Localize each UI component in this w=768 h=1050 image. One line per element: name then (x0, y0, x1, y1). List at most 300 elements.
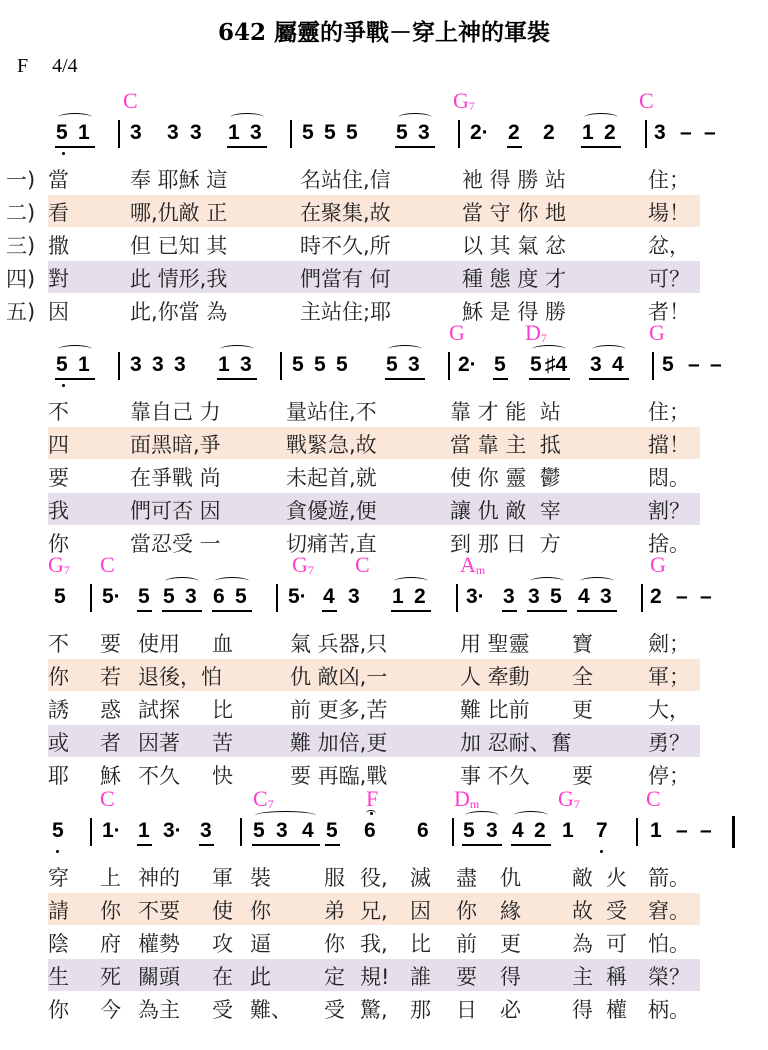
jianpu-note: 1 (138, 819, 150, 842)
lyric-syllable: 不 (48, 400, 69, 424)
lyric-syllable: 我 (48, 499, 69, 523)
jianpu-note: 3 (152, 353, 164, 376)
lyric-syllable: 為主 (138, 998, 180, 1022)
jianpu-note: 5 (292, 353, 304, 376)
lyric-syllable: 主站住;耶 (300, 300, 392, 324)
chord-symbol: $D_7$ (525, 320, 547, 345)
barline (290, 120, 292, 148)
lyric-syllable: 悶。 (648, 466, 690, 490)
jianpu-note: 5 (463, 819, 475, 842)
lyric-syllable: 切痛苦,直 (286, 532, 377, 556)
lyric-syllable: 因著 (138, 731, 180, 755)
jianpu-note: 3 (240, 353, 252, 376)
lyric-verse-4 (48, 493, 700, 525)
lyric-syllable: 面黑暗,爭 (130, 433, 221, 457)
jianpu-note: – (710, 353, 722, 376)
jianpu-note: 2 (508, 121, 520, 144)
jianpu-note: 5· (288, 585, 307, 608)
lyric-syllable: 更 (572, 698, 593, 722)
lyric-syllable: 血 (212, 632, 233, 656)
jianpu-note: – (680, 121, 692, 144)
lyric-syllable: 陰 (48, 932, 69, 956)
lyric-syllable: 比 (410, 932, 431, 956)
lyric-syllable: 穌 是 得 勝 (462, 300, 567, 324)
lyric-syllable: 劍； (648, 632, 690, 656)
time-signature: 4/4 (52, 55, 78, 77)
lyric-syllable: 逼 (250, 932, 271, 956)
low-octave-dot (600, 850, 603, 853)
lyric-syllable: 加 忍耐、奮 (460, 731, 572, 755)
lyric-syllable: 定 (324, 965, 345, 989)
jianpu-note: ♯4 (545, 353, 568, 376)
lyric-syllable: 受 (606, 899, 627, 923)
lyric-syllable: 衪 得 勝 站 (462, 168, 567, 192)
eighth-underline (511, 844, 551, 846)
lyric-syllable: 難 比前 (460, 698, 530, 722)
chord-symbol: C (646, 786, 661, 811)
lyric-syllable: 怕。 (648, 932, 690, 956)
jianpu-note: 2 (414, 585, 426, 608)
lyric-syllable: 事 不久 (460, 764, 530, 788)
lyric-syllable: 那 (410, 998, 431, 1022)
lyric-syllable: 軍； (648, 665, 690, 689)
barline (636, 818, 638, 846)
chord-subscript: 7 (573, 797, 580, 811)
jianpu-note: 3 (130, 121, 142, 144)
lyric-syllable: 人 牽動 (460, 665, 530, 689)
lyric-syllable: 兄, (360, 899, 388, 923)
lyric-syllable: 苦 (212, 731, 233, 755)
jianpu-note: 5 (494, 353, 506, 376)
barline (90, 584, 92, 612)
jianpu-note: 5 (302, 121, 314, 144)
lyric-syllable: 此 情形,我 (130, 267, 228, 291)
jianpu-note: – (688, 353, 700, 376)
jianpu-note: 1 (562, 819, 574, 842)
lyric-syllable: 忿， (648, 234, 690, 258)
jianpu-note: 2· (470, 121, 489, 144)
lyric-syllable: 府 (100, 932, 121, 956)
lyric-syllable: 當 守 你 地 (462, 201, 567, 225)
lyric-syllable: 神的 (138, 866, 180, 890)
chord-symbol: C (100, 786, 115, 811)
chord-symbol: $G_7$ (453, 88, 475, 113)
lyric-syllable: 穿 (48, 866, 69, 890)
lyric-verse-4 (48, 959, 700, 991)
lyric-syllable: 量站住,不 (286, 400, 377, 424)
jianpu-note: 3 (185, 585, 197, 608)
jianpu-note: 4 (578, 585, 590, 608)
lyric-syllable: 更 (500, 932, 521, 956)
lyric-syllable: 滅 (410, 866, 431, 890)
slur-arc (255, 811, 316, 820)
jianpu-note: – (700, 585, 712, 608)
lyric-syllable: 權 (606, 998, 627, 1022)
lyric-syllable: 全 (572, 665, 593, 689)
slur-arc (530, 577, 564, 586)
lyric-syllable: 使 (212, 899, 233, 923)
lyric-syllable: 要 再臨,戰 (290, 764, 388, 788)
lyric-syllable: 服 (324, 866, 345, 890)
jianpu-note: 5 (138, 585, 150, 608)
lyric-syllable: 者 (100, 731, 121, 755)
chord-symbol: $G_7$ (558, 786, 580, 811)
chord-subscript: 7 (307, 563, 314, 577)
lyric-syllable: 時不久,所 (300, 234, 391, 258)
lyric-syllable: 稱 (606, 965, 627, 989)
jianpu-note: 1 (78, 353, 90, 376)
jianpu-note: – (676, 819, 688, 842)
lyric-syllable: 為 (572, 932, 593, 956)
lyric-syllable: 寶 (572, 632, 593, 656)
hymn-title: 642 屬靈的爭戰－穿上神的軍裝 (217, 19, 551, 46)
lyric-syllable: 可 (606, 932, 627, 956)
lyric-syllable: 上 (100, 866, 121, 890)
slur-arc (394, 577, 428, 586)
lyric-syllable: 你 (250, 899, 271, 923)
jianpu-note: 3 (250, 121, 262, 144)
jianpu-note: 3 (654, 121, 666, 144)
low-octave-dot (62, 152, 65, 155)
eighth-underline (325, 844, 340, 846)
chord-symbol: C (100, 552, 115, 577)
lyric-syllable: 若 (100, 665, 121, 689)
lyric-syllable: 撒 (48, 234, 69, 258)
jianpu-note: 5 (336, 353, 348, 376)
eighth-underline (462, 844, 502, 846)
eighth-underline (227, 146, 267, 148)
barline (448, 352, 450, 380)
lyric-syllable: 盡 (456, 866, 477, 890)
lyric-syllable: 對 (48, 267, 69, 291)
jianpu-note: 3 (503, 585, 515, 608)
lyric-syllable: 受 (324, 998, 345, 1022)
lyric-syllable: 名站住,信 (300, 168, 391, 192)
lyric-syllable: 以 其 氣 忿 (462, 234, 567, 258)
jianpu-note: 5 (235, 585, 247, 608)
jianpu-note: 3 (348, 585, 360, 608)
verse-number: 四) (6, 267, 36, 291)
lyric-syllable: 你 (48, 532, 69, 556)
slur-arc (465, 811, 499, 820)
lyric-syllable: 們可否 因 (130, 499, 221, 523)
lyric-syllable: 因 (410, 899, 431, 923)
lyric-syllable: 我, (360, 932, 388, 956)
eighth-underline (55, 378, 95, 380)
lyric-syllable: 弟 (324, 899, 345, 923)
lyric-syllable: 戰緊急,故 (286, 433, 377, 457)
slur-arc (220, 345, 254, 354)
jianpu-note: 6 (213, 585, 225, 608)
lyric-verse-1 (0, 162, 700, 194)
lyric-syllable: 你 (48, 665, 69, 689)
chord-symbol: G (649, 320, 665, 345)
fermata-icon (366, 810, 376, 817)
lyric-syllable: 貪優遊,便 (286, 499, 377, 523)
key-signature (17, 55, 102, 78)
lyric-syllable: 種 態 度 才 (462, 267, 567, 291)
lyric-syllable: 可？ (648, 267, 690, 291)
verse-number: 二) (6, 201, 36, 225)
jianpu-note: 5 (324, 121, 336, 144)
eighth-underline (395, 146, 435, 148)
lyric-syllable: 你 (48, 998, 69, 1022)
jianpu-note: 5 (346, 121, 358, 144)
jianpu-note: 5 (163, 585, 175, 608)
jianpu-note: 4 (612, 353, 624, 376)
eighth-underline (577, 610, 617, 612)
jianpu-note: 3 (130, 353, 142, 376)
eighth-underline (589, 378, 629, 380)
jianpu-note: 4 (302, 819, 314, 842)
lyric-syllable: 停； (648, 764, 690, 788)
chord-symbol: C (123, 88, 138, 113)
jianpu-note: 4 (512, 819, 524, 842)
jianpu-note: 2 (534, 819, 546, 842)
lyric-syllable: 退後，怕 (138, 665, 222, 689)
chord-symbol: G (449, 320, 465, 345)
eighth-underline (507, 146, 522, 148)
lyric-syllable: 箭。 (648, 866, 690, 890)
lyric-syllable: 此 (250, 965, 271, 989)
lyric-syllable: 奉 耶穌 這 (130, 168, 228, 192)
jianpu-note: 7 (596, 819, 608, 842)
slur-arc (514, 811, 548, 820)
lyric-syllable: 此,你當 為 (130, 300, 228, 324)
jianpu-note: 3 (174, 353, 186, 376)
slur-arc (580, 577, 614, 586)
eighth-underline (527, 610, 567, 612)
lyric-syllable: 你 (100, 899, 121, 923)
lyric-syllable: 捨。 (648, 532, 690, 556)
slur-arc (592, 345, 626, 354)
lyric-syllable: 勇？ (648, 731, 690, 755)
lyric-verse-1 (0, 626, 700, 658)
jianpu-note: 5 (314, 353, 326, 376)
jianpu-note: 1 (650, 819, 662, 842)
lyric-syllable: 請 (48, 899, 69, 923)
lyric-syllable: 在爭戰 尚 (130, 466, 221, 490)
lyric-syllable: 攻 (212, 932, 233, 956)
lyric-syllable: 仇 敵凶,一 (290, 665, 388, 689)
lyric-syllable: 火 (606, 866, 627, 890)
lyric-syllable: 規! (360, 965, 390, 989)
eighth-underline (391, 610, 431, 612)
lyric-syllable: 得 (572, 998, 593, 1022)
lyric-syllable: 必 (500, 998, 521, 1022)
lyric-syllable: 榮？ (648, 965, 690, 989)
slur-arc (388, 345, 422, 354)
lyric-syllable: 者！ (648, 300, 690, 324)
lyric-syllable: 靠 才 能 站 (450, 400, 561, 424)
jianpu-note: 3· (466, 585, 485, 608)
chord-symbol: C (639, 88, 654, 113)
jianpu-note: 3 (190, 121, 202, 144)
lyric-syllable: 靠自己 力 (130, 400, 221, 424)
lyric-syllable: 要 (48, 466, 69, 490)
lyric-syllable: 割？ (648, 499, 690, 523)
jianpu-note: 3 (200, 819, 212, 842)
lyric-syllable: 生 (48, 965, 69, 989)
lyric-syllable: 因 (48, 300, 69, 324)
eighth-underline (252, 844, 320, 846)
lyric-syllable: 四 (48, 433, 69, 457)
verse-number: 三) (6, 234, 36, 258)
barline (456, 584, 458, 612)
eighth-underline (529, 378, 570, 380)
lyric-syllable: 誰 (410, 965, 431, 989)
lyric-verse-1 (0, 394, 700, 426)
low-octave-dot (56, 850, 59, 853)
jianpu-note: 5 (386, 353, 398, 376)
lyric-syllable: 要 (572, 764, 593, 788)
slur-arc (58, 345, 92, 354)
jianpu-note: 1 (392, 585, 404, 608)
lyric-verse-1 (0, 860, 700, 892)
lyric-verse-3 (0, 692, 700, 724)
jianpu-note: 3 (167, 121, 179, 144)
barline (645, 120, 647, 148)
slur-arc (230, 113, 264, 122)
eighth-underline (217, 378, 257, 380)
jianpu-note: 5 (56, 353, 68, 376)
lyric-syllable: 讓 仇 敵 宰 (450, 499, 561, 523)
lyric-syllable: 快 (212, 764, 233, 788)
verse-number: 五) (6, 300, 36, 324)
lyric-syllable: 故 (572, 899, 593, 923)
lyric-syllable: 今 (100, 998, 121, 1022)
low-octave-dot (62, 384, 65, 387)
chord-symbol: F (366, 786, 379, 811)
lyric-syllable: 氣 兵器,只 (290, 632, 388, 656)
verse-number: 一) (6, 168, 36, 192)
lyric-syllable: 大， (648, 698, 690, 722)
lyric-syllable: 誘 (48, 698, 69, 722)
lyric-syllable: 惑 (100, 698, 121, 722)
eighth-underline (55, 146, 95, 148)
chord-subscript: 7 (63, 563, 70, 577)
jianpu-note: 3· (163, 819, 182, 842)
lyric-verse-3 (0, 926, 700, 958)
lyric-syllable: 前 (456, 932, 477, 956)
jianpu-note: 1· (102, 819, 121, 842)
lyric-syllable: 擋！ (648, 433, 690, 457)
lyric-syllable: 但 已知 其 (130, 234, 228, 258)
lyric-syllable: 場！ (648, 201, 690, 225)
eighth-underline (162, 610, 202, 612)
jianpu-note: 5 (662, 353, 674, 376)
eighth-underline (385, 378, 425, 380)
lyric-syllable: 難 加倍,更 (290, 731, 388, 755)
lyric-syllable: 們當有 何 (300, 267, 391, 291)
jianpu-note: 1 (228, 121, 240, 144)
lyric-syllable: 緣 (500, 899, 521, 923)
slur-arc (215, 577, 249, 586)
jianpu-note: – (700, 819, 712, 842)
lyric-syllable: 窘。 (648, 899, 690, 923)
lyric-syllable: 看 (48, 201, 69, 225)
slur-arc (58, 113, 92, 122)
barline (652, 352, 654, 380)
jianpu-note: – (676, 585, 688, 608)
lyric-verse-4 (48, 725, 700, 757)
lyric-syllable: 使 你 靈 鬱 (450, 466, 561, 490)
jianpu-note: 5 (396, 121, 408, 144)
jianpu-note: 5 (530, 353, 542, 376)
jianpu-note: 6 (364, 819, 376, 842)
jianpu-note: 3 (408, 353, 420, 376)
lyric-syllable: 未起首,就 (286, 466, 377, 490)
jianpu-note: 3 (590, 353, 602, 376)
jianpu-note: 2 (650, 585, 662, 608)
eighth-underline (322, 610, 337, 612)
lyric-syllable: 你 (324, 932, 345, 956)
lyric-syllable: 或 (48, 731, 69, 755)
lyric-syllable: 役, (360, 866, 388, 890)
lyric-syllable: 當 (48, 168, 69, 192)
chord-subscript: 7 (267, 797, 274, 811)
lyric-syllable: 在聚集,故 (300, 201, 391, 225)
lyric-syllable: 裝 (250, 866, 271, 890)
jianpu-note: 1 (78, 121, 90, 144)
lyric-syllable: 關頭 (138, 965, 180, 989)
barline (118, 120, 120, 148)
slur-arc (532, 345, 566, 354)
jianpu-note: 2· (458, 353, 477, 376)
chord-subscript: 7 (540, 331, 547, 345)
lyric-verse-3 (0, 228, 700, 260)
key: F (17, 55, 29, 77)
chord-subscript: 7 (468, 99, 475, 113)
lyric-verse-5 (0, 992, 700, 1024)
lyric-syllable: 要 (456, 965, 477, 989)
lyric-syllable: 到 那 日 方 (450, 532, 561, 556)
jianpu-note: 5 (326, 819, 338, 842)
lyric-syllable: 在 (212, 965, 233, 989)
lyric-syllable: 耶 (48, 764, 69, 788)
barline (641, 584, 643, 612)
lyric-syllable: 仇 (500, 866, 521, 890)
lyric-syllable: 柄。 (648, 998, 690, 1022)
jianpu-note: 3 (528, 585, 540, 608)
barline (280, 352, 282, 380)
barline (276, 584, 278, 612)
jianpu-note: 1 (582, 121, 594, 144)
barline (458, 120, 460, 148)
chord-symbol: $C_7$ (253, 786, 274, 811)
jianpu-note: 3 (486, 819, 498, 842)
lyric-syllable: 敵 (572, 866, 593, 890)
lyric-syllable: 當 靠 主 抵 (450, 433, 561, 457)
lyric-syllable: 當忍受 一 (130, 532, 221, 556)
barline (452, 818, 454, 846)
jianpu-note: 5 (54, 585, 66, 608)
jianpu-note: 5 (550, 585, 562, 608)
chord-subscript: m (475, 563, 486, 577)
eighth-underline (581, 146, 621, 148)
lyric-verse-2 (48, 659, 700, 691)
lyric-syllable: 驚, (360, 998, 388, 1022)
eighth-underline (137, 844, 152, 846)
lyric-syllable: 你 (456, 899, 477, 923)
barline (90, 818, 92, 846)
jianpu-note: 1 (218, 353, 230, 376)
lyric-syllable: 住； (648, 400, 690, 424)
lyric-syllable: 住； (648, 168, 690, 192)
lyric-verse-4 (6, 261, 700, 293)
lyric-syllable: 死 (100, 965, 121, 989)
chord-subscript: m (469, 797, 480, 811)
